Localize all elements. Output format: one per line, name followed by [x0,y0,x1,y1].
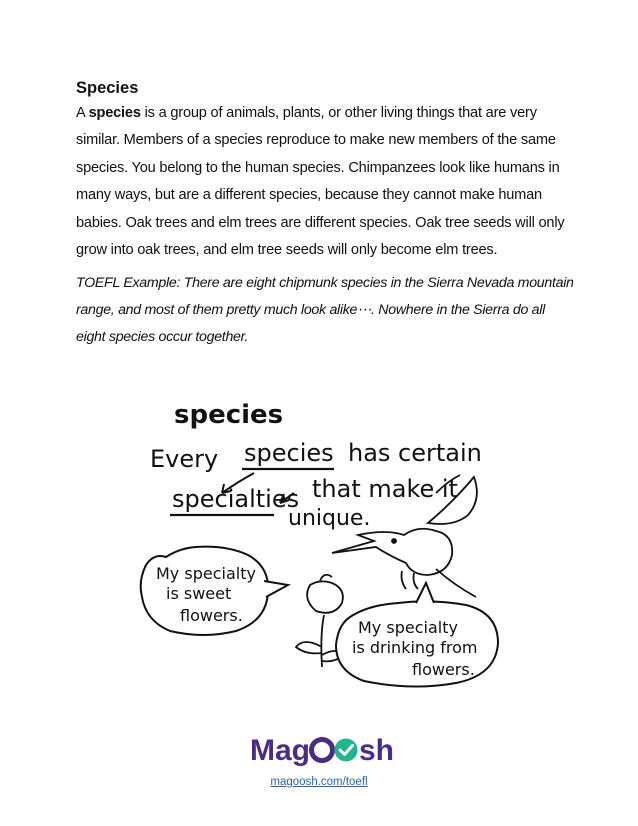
definition-term: species [88,105,141,121]
cartoon-title: species [174,400,284,430]
section-heading: Species [76,79,139,97]
bubble-tail-left [264,581,288,597]
caption-unique: unique. [288,506,371,531]
caption-has-certain: has certain [348,439,482,467]
caption-that-make-it: that make it [312,475,458,503]
species-cartoon [136,385,526,695]
logo-text-right: sh [359,734,395,767]
logo-o-icon [312,740,333,761]
definition-body: is a group of animals, plants, or other living things that are very similar. Members of a species reproduce to make new members of the same species. You belong to the human species. Chimpanzees look like humans in many ways, but are a different species, because they cannot make human babies. Oak trees and elm trees are different species. Oak tree seeds will only grow into oak trees, and elm tree seeds will only become elm trees. [76,105,565,259]
definition-paragraph [76,100,568,264]
magoosh-link[interactable]: magoosh.com/toefl [270,776,368,788]
bubble-right-line3: flowers. [412,660,475,679]
magoosh-logo [0,730,638,770]
bubble-left-line3: flowers. [180,606,243,625]
bubble-left-line1: My specialty [156,564,256,583]
caption-species: species [244,439,334,467]
bubble-left-line2: is sweet [166,584,232,603]
bubble-right-line2: is drinking from [352,638,478,657]
caption-every: Every [150,445,219,473]
bubble-tail-right [416,583,434,603]
definition-lead: A [76,105,89,121]
logo-check-circle-icon [335,739,358,762]
bubble-right-line1: My specialty [358,618,458,637]
caption-specialties: specialties [172,485,300,513]
toefl-example: TOEFL Example: There are eight chipmunk species in the Sierra Nevada mountain range, and most of them pretty much look alike⋯. Nowhere in the Sierra do all eight species occur together. [76,275,574,346]
logo-text-left: Mag [250,734,310,767]
